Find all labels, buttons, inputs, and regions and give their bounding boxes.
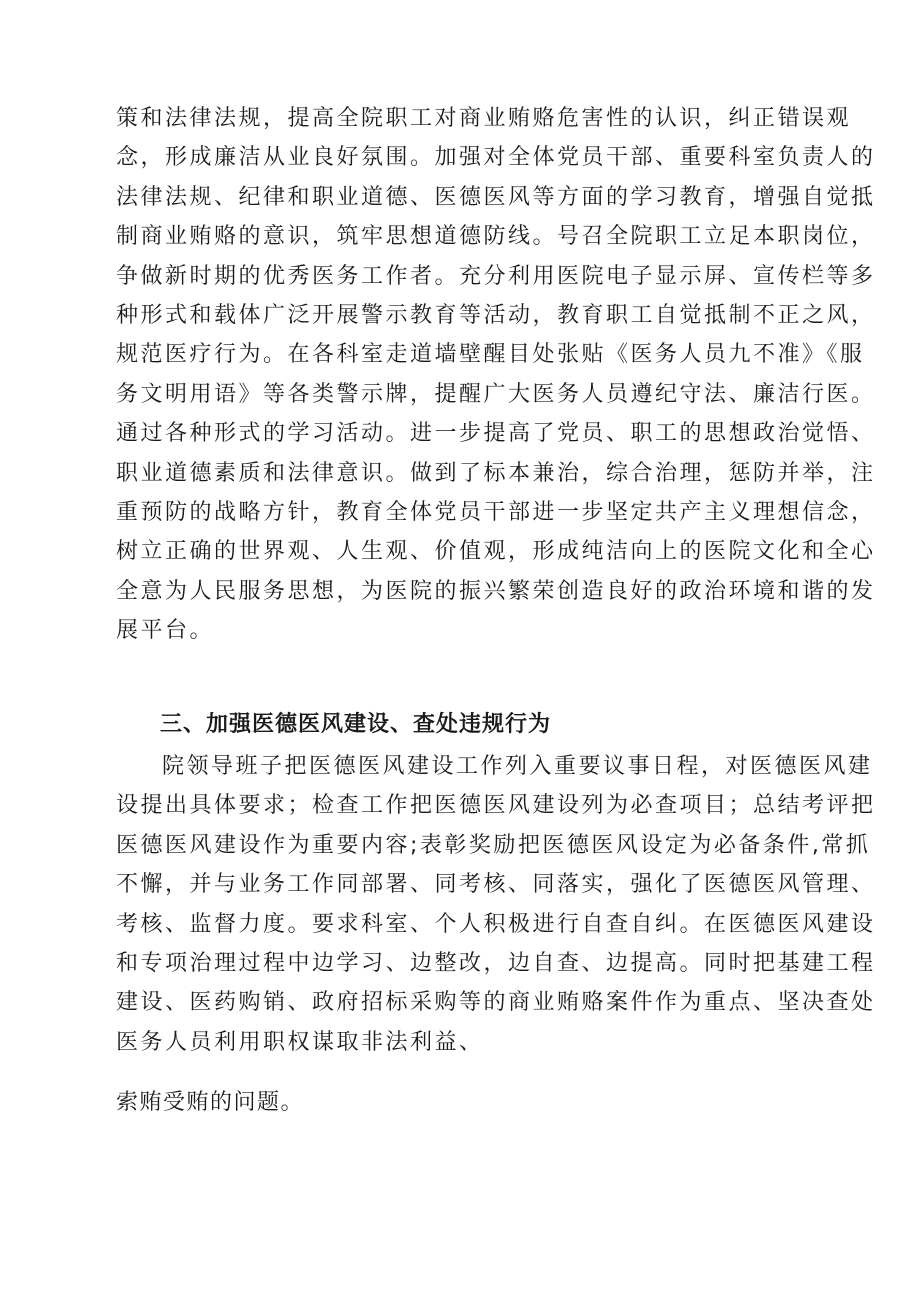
text-line: 制商业贿赂的意识，筑牢思想道德防线。号召全院职工立足本职岗位， [116, 224, 876, 250]
text-line: 念，形成廉洁从业良好氛围。加强对全体党员干部、重要科室负责人的 [116, 145, 876, 171]
text-line: 医务人员利用职权谋取非法利益、 [116, 1029, 484, 1055]
text-line: 通过各种形式的学习活动。进一步提高了党员、职工的思想政治觉悟、 [116, 421, 876, 447]
paragraph-anti-bribery-education [116, 99, 876, 650]
text-line: 务文明用语》等各类警示牌，提醒广大医务人员遵纪守法、廉洁行医。 [116, 381, 876, 407]
text-line: 种形式和载体广泛开展警示教育等活动，教育职工自觉抵制不正之风， [116, 302, 876, 328]
text-line: 职业道德素质和法律意识。做到了标本兼治，综合治理，惩防并举，注 [116, 460, 876, 486]
text-line: 索贿受贿的问题。 [116, 1090, 305, 1115]
text-line: 院领导班子把医德医风建设工作列入重要议事日程，对医德医风建 [162, 754, 873, 779]
text-line: 不懈，并与业务工作同部署、同考核、同落实，强化了医德医风管理、 [116, 872, 876, 898]
section-heading: 三、加强医德医风建设、查处违规行为 [160, 712, 552, 737]
text-line: 建设、医药购销、政府招标采购等的商业贿赂案件作为重点、坚决查处 [116, 990, 876, 1016]
text-line: 法律法规、纪律和职业道德、医德医风等方面的学习教育，增强自觉抵 [116, 184, 876, 210]
text-line: 展平台。 [116, 618, 215, 644]
text-line: 医德医风建设作为重要内容;表彰奖励把医德医风设定为必备条件,常抓 [116, 832, 871, 858]
text-line: 争做新时期的优秀医务工作者。充分利用医院电子显示屏、宣传栏等多 [116, 263, 876, 289]
text-line: 全意为人民服务思想，为医院的振兴繁荣创造良好的政治环境和谐的发 [116, 578, 876, 604]
text-line: 和专项治理过程中边学习、边整改，边自查、边提高。同时把基建工程 [116, 950, 876, 976]
text-line: 树立正确的世界观、人生观、价值观，形成纯洁向上的医院文化和全心 [116, 539, 876, 565]
text-line: 设提出具体要求；检查工作把医德医风建设列为必查项目；总结考评把 [116, 793, 876, 819]
text-line: 考核、监督力度。要求科室、个人积极进行自查自纠。在医德医风建设 [116, 911, 876, 937]
text-line: 策和法律法规，提高全院职工对商业贿赂危害性的认识，纠正错误观 [116, 106, 852, 131]
paragraph-medical-ethics [116, 747, 876, 1062]
text-line: 重预防的战略方针，教育全体党员干部进一步坚定共产主义理想信念， [116, 499, 876, 525]
text-line: 规范医疗行为。在各科室走道墙壁醒目处张贴《医务人员九不准》《服 [116, 342, 865, 368]
